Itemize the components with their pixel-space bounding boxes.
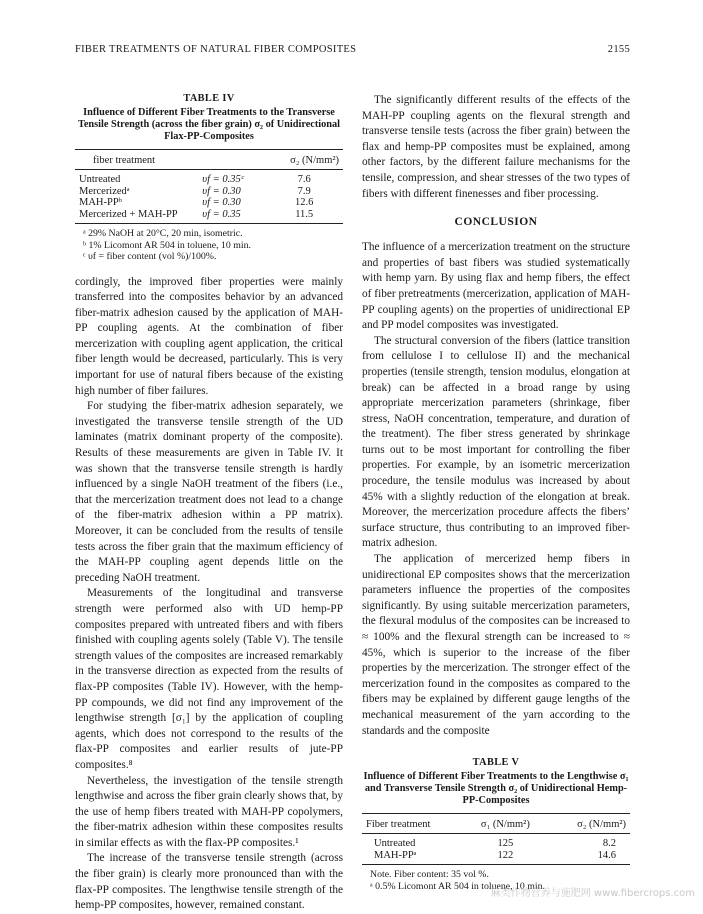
table-4-notes — [75, 228, 343, 263]
table-row — [362, 850, 630, 865]
table-row — [75, 186, 343, 198]
section-heading-conclusion: CONCLUSION — [454, 216, 538, 229]
table-cell: 7.6 — [297, 174, 311, 185]
table-4 — [75, 149, 343, 224]
table-cell: υf = 0.30 — [202, 185, 241, 197]
table-cell: 12.6 — [295, 197, 314, 208]
table-cell: 7.9 — [297, 185, 311, 197]
table-5-header-treatment: Fiber treatment — [362, 814, 464, 834]
table-cell: υf = 0.35 — [198, 209, 265, 224]
table-4-number: TABLE IV — [183, 93, 235, 104]
table-4-header-sigma2: σ₂ (N/mm²) — [265, 150, 343, 170]
page-number: 2155 — [607, 44, 630, 55]
body-paragraph: The application of mercerized hemp fibers in unidirectional EP composites shows that the mercerization parameters influence the properties of the composites significantly. By using suitable mercerization parameters, the flexural modulus of the composites can be increased to ≈ 100% and the flexural strength can be increased to ≈ 45%, which is superior to the increase of the fiber properties by the mercerization. The stronger effect of the mercerization found in the composites as compared to the fibers may be explained by different gauge lengths of the mechanical measurement of the yarn according to the standards and the composite — [362, 553, 630, 737]
table-cell: MAH-PPᵃ — [362, 850, 464, 865]
table-cell: Mercerizedᵃ — [79, 185, 130, 197]
body-paragraph: For studying the fiber-matrix adhesion separately, we investigated the transverse tensile strength of the UD laminates (matrix dominant property of the composite). Results of these measurements are given in Table IV. It was shown that the transverse tensile strength is hardly influenced by a single NaOH treatment of the fibers (i.e., that the mercerization treatment does not lead to a change of the fiber-matrix adhesion within a PP matrix). Moreover, it can be concluded from the results of tensile tests across the fiber grain that the maximum efficiency of the MAH-PP coupling agent depends little on the preceding NaOH treatment. — [75, 400, 343, 584]
body-paragraph: The significantly different results of the effects of the MAH-PP coupling agents on the flexural strength and transverse tensile tests (across the fiber grain) between the flax and hemp-PP composites must be explained, among other factors, by the different failure mechanisms for the tensile, compression, and shear stresses of the two types of fibers with different finenesses and fiber processing. — [362, 94, 630, 200]
right-column — [362, 93, 630, 892]
table-cell: 11.5 — [265, 209, 343, 224]
table-cell: Untreated — [79, 174, 121, 185]
table-4-header-treatment: fiber treatment — [75, 150, 198, 170]
body-paragraph: The increase of the transverse tensile strength (across the fiber grain) is clearly more pronounced than with the flax-PP composites. The lengthwise tensile strength of the hemp-PP composites, however, remained constant. — [75, 852, 343, 912]
watermark: 麻类作物营养与施肥网 www.fibercrops.com — [490, 888, 695, 899]
table-cell: Untreated — [374, 838, 416, 850]
table-note: ᵇ 1% Licomont AR 504 in toluene, 10 min. — [83, 239, 251, 251]
table-cell: υf = 0.35ᶜ — [202, 174, 244, 185]
table-5-header-sigma2: σ₂ (N/mm²) — [547, 814, 630, 834]
table-cell: 8.2 — [602, 838, 616, 850]
body-paragraph: Measurements of the longitudinal and transverse strength were performed also with UD hemp-PP composites prepared with untreated fibers and with fibers finished with coupling agents solely (Table V). The tensile strength values of the composites are increased remarkably in the transverse direction as expected from the results of flax-PP composites (Table IV). However, with the hemp-PP compounds, we did not find any improvement of the lengthwise strength [σ₁] by the application of coupling agents, which does not correspond to the results of the flax-PP composites and earlier results of jute-PP composites.⁸ — [75, 587, 343, 771]
body-paragraph: Nevertheless, the investigation of the tensile strength lengthwise and across the fiber grain clearly shows that, by the use of hemp fibers treated with MAH-PP copolymers, the fiber-matrix adhesion within these composites results in similar effects as with the flax-PP composites.¹ — [75, 774, 343, 849]
table-note: ᶜ υf = fiber content (vol %)/100%. — [83, 251, 217, 262]
table-5-caption — [362, 757, 630, 807]
table-row — [75, 209, 343, 224]
table-cell: Mercerized + MAH-PP — [75, 209, 198, 224]
table-4-caption — [75, 93, 343, 143]
running-title: FIBER TREATMENTS OF NATURAL FIBER COMPOSITES — [75, 44, 357, 55]
table-note: Note. Fiber content: 35 vol %. — [370, 869, 489, 881]
table-5-title: Influence of Different Fiber Treatments to the Lengthwise σ₁ and Transverse Tensile Strength σ₂ of Unidirectional Hemp-PP-Composites — [363, 771, 629, 807]
body-paragraph: The structural conversion of the fibers (lattice transition from cellulose I to cellulose II) and the mechanical properties (tensile strength, tension modulus, elongation at break) can be affected in a broad range by using appropriate mercerization parameters (shrinkage, fiber stress, NaOH concentration, temperature, and duration of the treatment). The fiber stress generated by shrinkage turns out to be most important for controlling the fiber properties. For example, by an isometric mercerization procedure, the tensile modulus was increased by about 45% with a slightly reduction of the elongation at break. Moreover, the mercerization procedure affects the fibers’ surface structure, thus contributing to an improved fiber-matrix adhesion. — [362, 334, 630, 550]
table-5-header-sigma1: σ₁ (N/mm²) — [464, 814, 547, 834]
body-paragraph: The influence of a mercerization treatment on the structure and properties of bast fibers was studied systematically with hemp yarn. By using flax and hemp fibers, the effect of fiber pretreatments (mercerization, application of MAH-PP coupling agents) on the properties of unidirectional EP and PP model composites was investigated. — [362, 241, 630, 332]
table-4-header-blank — [198, 150, 265, 170]
left-column — [75, 93, 343, 914]
body-paragraph: cordingly, the improved fiber properties were mainly transferred into the composites behavior by an advanced fiber-matrix adhesion caused by the application of MAH-PP coupling agents. At the combination of fiber mercerization with coupling agent application, the critical fiber length would be decreased, particularly. This is very important for use of natural fibers because of the existing high number of fiber failures. — [75, 275, 343, 397]
table-row — [75, 197, 343, 209]
table-cell: 122 — [464, 850, 547, 865]
running-header — [75, 44, 630, 60]
table-cell: 125 — [497, 838, 514, 850]
table-row — [75, 170, 343, 186]
table-row — [362, 834, 630, 850]
table-cell: MAH-PPᵇ — [79, 197, 122, 208]
table-cell: υf = 0.30 — [202, 197, 241, 208]
table-note: ᵃ 29% NaOH at 20°C, 20 min, isometric. — [83, 228, 243, 239]
table-cell: 14.6 — [547, 850, 630, 865]
table-5-number: TABLE V — [472, 757, 520, 769]
table-4-title: Influence of Different Fiber Treatments to the Transverse Tensile Strength (across the fiber grain) σ₂ of Unidirectional Flax-PP-Composites — [77, 107, 341, 142]
table-note: ᵃ 0.5% Licomont AR 504 in toluene, 10 min. — [370, 880, 545, 892]
table-5 — [362, 813, 630, 865]
